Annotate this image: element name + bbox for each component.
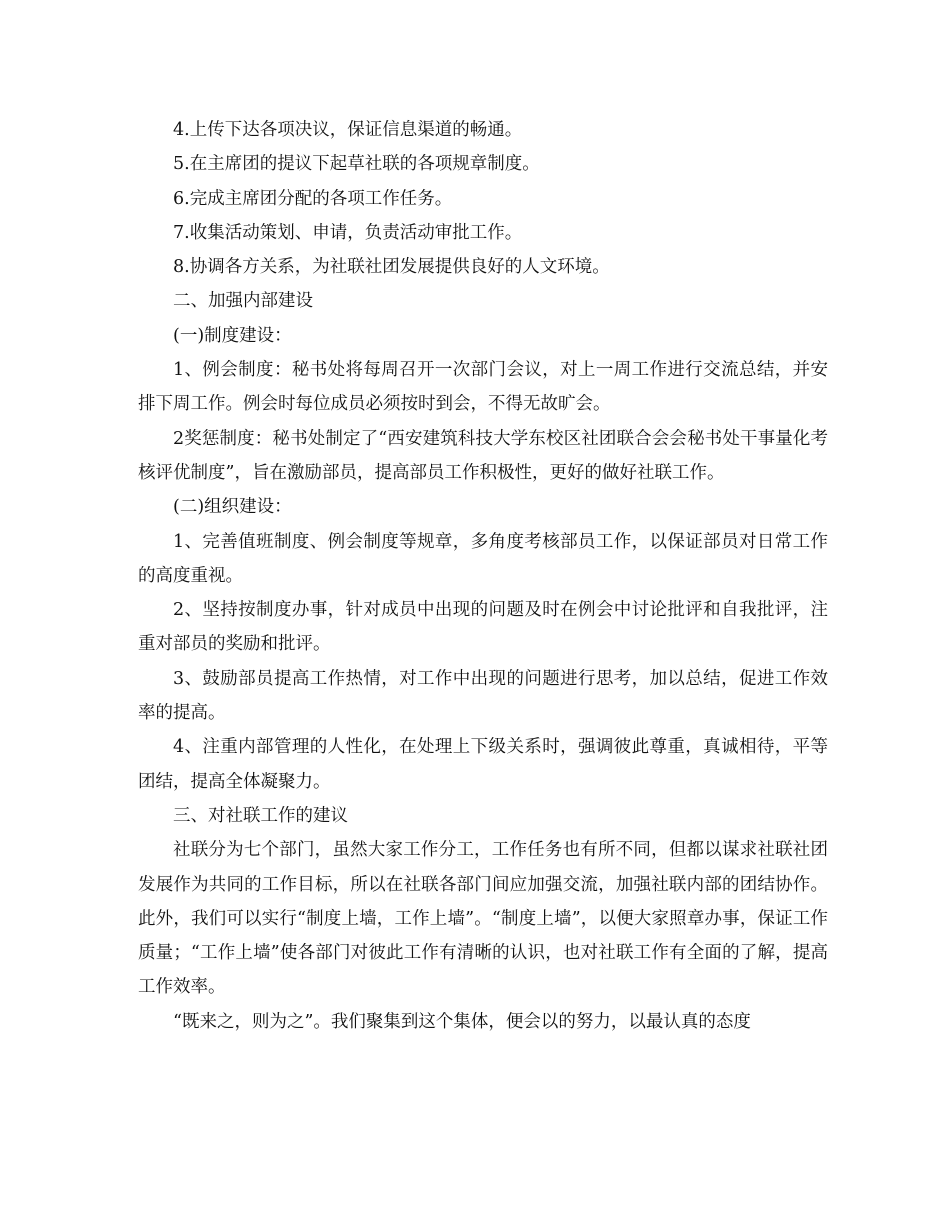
subheading-system-construction: (一)制度建设： xyxy=(173,325,292,346)
paragraph-duty-6: 6.完成主席团分配的各项工作任务。 xyxy=(173,188,453,209)
paragraph-closing: “既来之，则为之”。我们聚集到这个集体，便会以的努力，以最认真的态度 xyxy=(173,1011,751,1032)
section-heading-suggestions: 三、对社联工作的建议 xyxy=(173,805,348,826)
subheading-organization-construction: (二)组织建设： xyxy=(173,497,292,518)
paragraph-org-4: 4、注重内部管理的人性化，在处理上下级关系时，强调彼此尊重，真诚相待，平等团结，提高全体凝聚力。 xyxy=(138,737,828,792)
paragraph-duty-4: 4.上传下达各项决议，保证信息渠道的畅通。 xyxy=(173,120,523,140)
document-body xyxy=(138,113,828,1039)
paragraph-meeting-system: 1、例会制度：秘书处将每周召开一次部门会议，对上一周工作进行交流总结，并安排下周工作。例会时每位成员必须按时到会，不得无故旷会。 xyxy=(138,360,828,415)
paragraph-org-2: 2、坚持按制度办事，针对成员中出现的问题及时在例会中讨论批评和自我批评，注重对部员的奖励和批评。 xyxy=(138,600,828,655)
paragraph-reward-system: 2奖惩制度：秘书处制定了“西安建筑科技大学东校区社团联合会会秘书处干事量化考核评优制度”，旨在激励部员，提高部员工作积极性，更好的做好社联工作。 xyxy=(138,428,828,483)
paragraph-suggestions: 社联分为七个部门，虽然大家工作分工，工作任务也有所不同，但都以谋求社联社团发展作为共同的工作目标，所以在社联各部门间应加强交流，加强社联内部的团结协作。此外，我们可以实行“制度上墙，工作上墙”。“制度上墙”，以便大家照章办事，保证工作质量；“工作上墙”使各部门对彼此工作有清晰的认识，也对社联工作有全面的了解，提高工作效率。 xyxy=(138,840,828,998)
paragraph-duty-5: 5.在主席团的提议下起草社联的各项规章制度。 xyxy=(173,154,540,175)
paragraph-duty-7: 7.收集活动策划、申请，负责活动审批工作。 xyxy=(173,222,523,243)
paragraph-duty-8: 8.协调各方关系，为社联社团发展提供良好的人文环境。 xyxy=(173,257,610,278)
section-heading-internal-construction: 二、加强内部建设 xyxy=(173,291,313,312)
paragraph-org-3: 3、鼓励部员提高工作热情，对工作中出现的问题进行思考，加以总结，促进工作效率的提高。 xyxy=(138,668,828,724)
paragraph-org-1: 1、完善值班制度、例会制度等规章，多角度考核部员工作，以保证部员对日常工作的高度重视。 xyxy=(138,531,828,586)
